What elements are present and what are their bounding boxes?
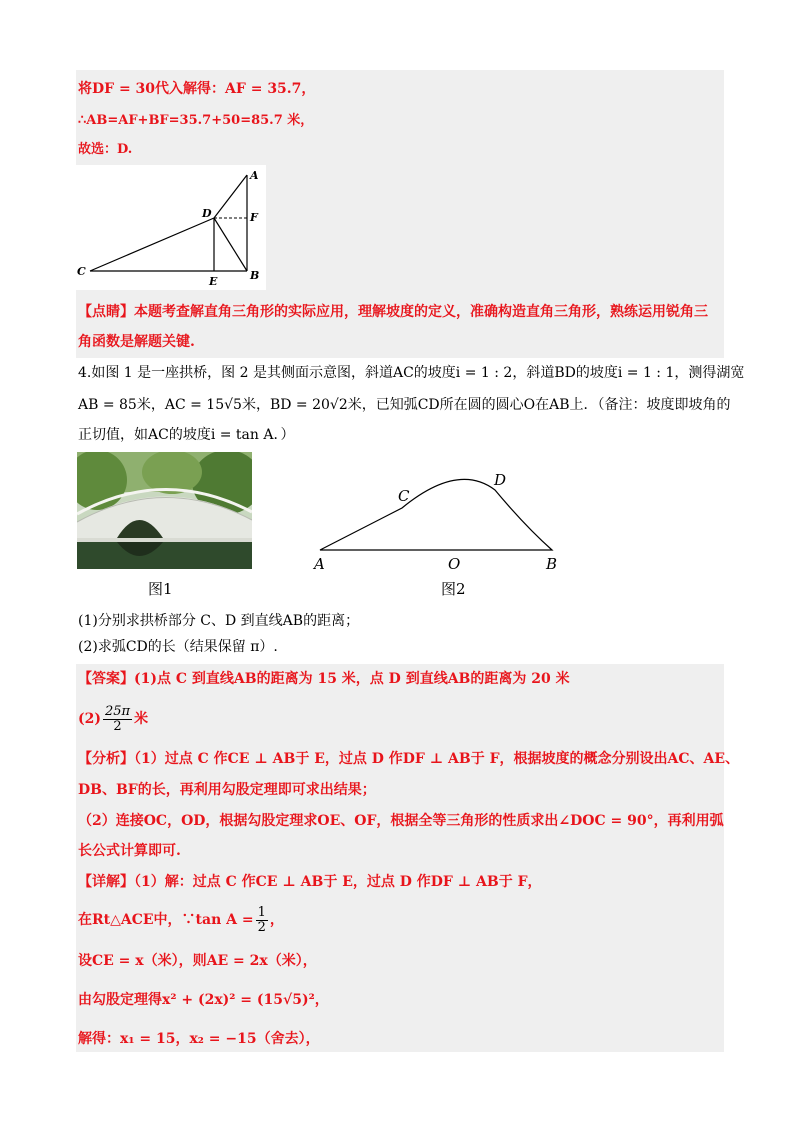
detail-line-2-suffix: ， bbox=[269, 912, 284, 928]
question-part-2: (2)求弧CD的长（结果保留 π）. bbox=[78, 639, 278, 655]
fig1-label-D: D bbox=[202, 207, 212, 220]
figure-1-caption: 图1 bbox=[148, 580, 173, 598]
detail-frac-den: 2 bbox=[257, 919, 266, 935]
question-part-1: (1)分别求拱桥部分 C、D 到直线AB的距离； bbox=[78, 613, 360, 629]
fig1-label-C: C bbox=[77, 265, 86, 278]
fig2-label-C: C bbox=[398, 487, 410, 505]
answer-line-1: 【答案】(1)点 C 到直线AB的距离为 15 米，点 D 到直线AB的距离为 20 米 bbox=[78, 671, 570, 687]
comment-line-2: 角函数是解题关键. bbox=[78, 334, 195, 350]
analysis-line-2: DB、BF的长，再利用勾股定理即可求出结果； bbox=[78, 782, 376, 798]
detail-line-2-prefix: 在Rt△ACE中，∵tan A = bbox=[78, 912, 254, 928]
answer-frac-num: 25π bbox=[105, 703, 131, 719]
detail-line-1: 【详解】（1）解：过点 C 作CE ⊥ AB于 E，过点 D 作DF ⊥ AB于 F， bbox=[78, 874, 542, 890]
detail-fraction bbox=[256, 906, 268, 935]
fig2-label-A: A bbox=[314, 555, 325, 573]
detail-frac-num: 1 bbox=[257, 904, 266, 920]
fig1-label-A: A bbox=[250, 169, 259, 182]
answer-line-2 bbox=[78, 702, 148, 736]
detail-line-4: 由勾股定理得x² + (2x)² = (15√5)²， bbox=[78, 992, 329, 1008]
answer-fraction bbox=[103, 705, 132, 734]
prev-solution-line-3: 故选：D. bbox=[78, 142, 133, 157]
question-line-3: 正切值，如AC的坡度i = tan A．） bbox=[78, 427, 295, 443]
analysis-line-3: （2）连接OC，OD，根据勾股定理求OE、OF，根据全等三角形的性质求出∠DOC = 90°，再利用弧 bbox=[78, 813, 724, 829]
prev-solution-line-1: 将DF = 30代入解得：AF = 35.7， bbox=[78, 81, 316, 97]
fig1-label-B: B bbox=[250, 269, 260, 282]
answer-part2-prefix: (2) bbox=[78, 711, 101, 727]
comment-line-1: 【点睛】本题考查解直角三角形的实际应用，理解坡度的定义，准确构造直角三角形，熟练运用锐角三 bbox=[78, 304, 708, 320]
detail-line-3: 设CE = x（米），则AE = 2x（米）， bbox=[78, 953, 317, 969]
detail-line-5: 解得：x₁ = 15，x₂ = −15（舍去）， bbox=[78, 1031, 320, 1047]
figure-2-caption: 图2 bbox=[441, 580, 466, 598]
fig2-label-D: D bbox=[494, 471, 507, 489]
fig1-label-F: F bbox=[250, 211, 258, 224]
analysis-line-1: 【分析】（1）过点 C 作CE ⊥ AB于 E，过点 D 作DF ⊥ AB于 F，根据坡度的概念分别设出AC、AE、 bbox=[78, 751, 740, 767]
bridge-side-diagram bbox=[310, 468, 570, 580]
bridge-photo bbox=[77, 452, 252, 569]
fig1-label-E: E bbox=[209, 275, 218, 288]
triangle-figure bbox=[76, 165, 266, 290]
bridge-outline bbox=[320, 479, 552, 550]
fig2-label-B: B bbox=[546, 555, 558, 573]
question-line-1: 4.如图 1 是一座拱桥，图 2 是其侧面示意图，斜道AC的坡度i = 1 : 2，斜道BD的坡度i = 1 : 1，测得湖宽 bbox=[78, 365, 745, 381]
question-line-2: AB = 85米，AC = 15√5米，BD = 20√2米，已知弧CD所在圆的圆心O在AB上．（备注：坡度即坡角的 bbox=[78, 397, 731, 413]
analysis-line-4: 长公式计算即可. bbox=[78, 843, 181, 859]
prev-solution-line-2: ∴AB=AF+BF=35.7+50=85.7 米， bbox=[78, 113, 314, 128]
answer-part2-suffix: 米 bbox=[134, 711, 149, 727]
answer-frac-den: 2 bbox=[113, 718, 122, 734]
detail-line-2 bbox=[78, 903, 284, 937]
fig2-label-O: O bbox=[448, 555, 461, 573]
